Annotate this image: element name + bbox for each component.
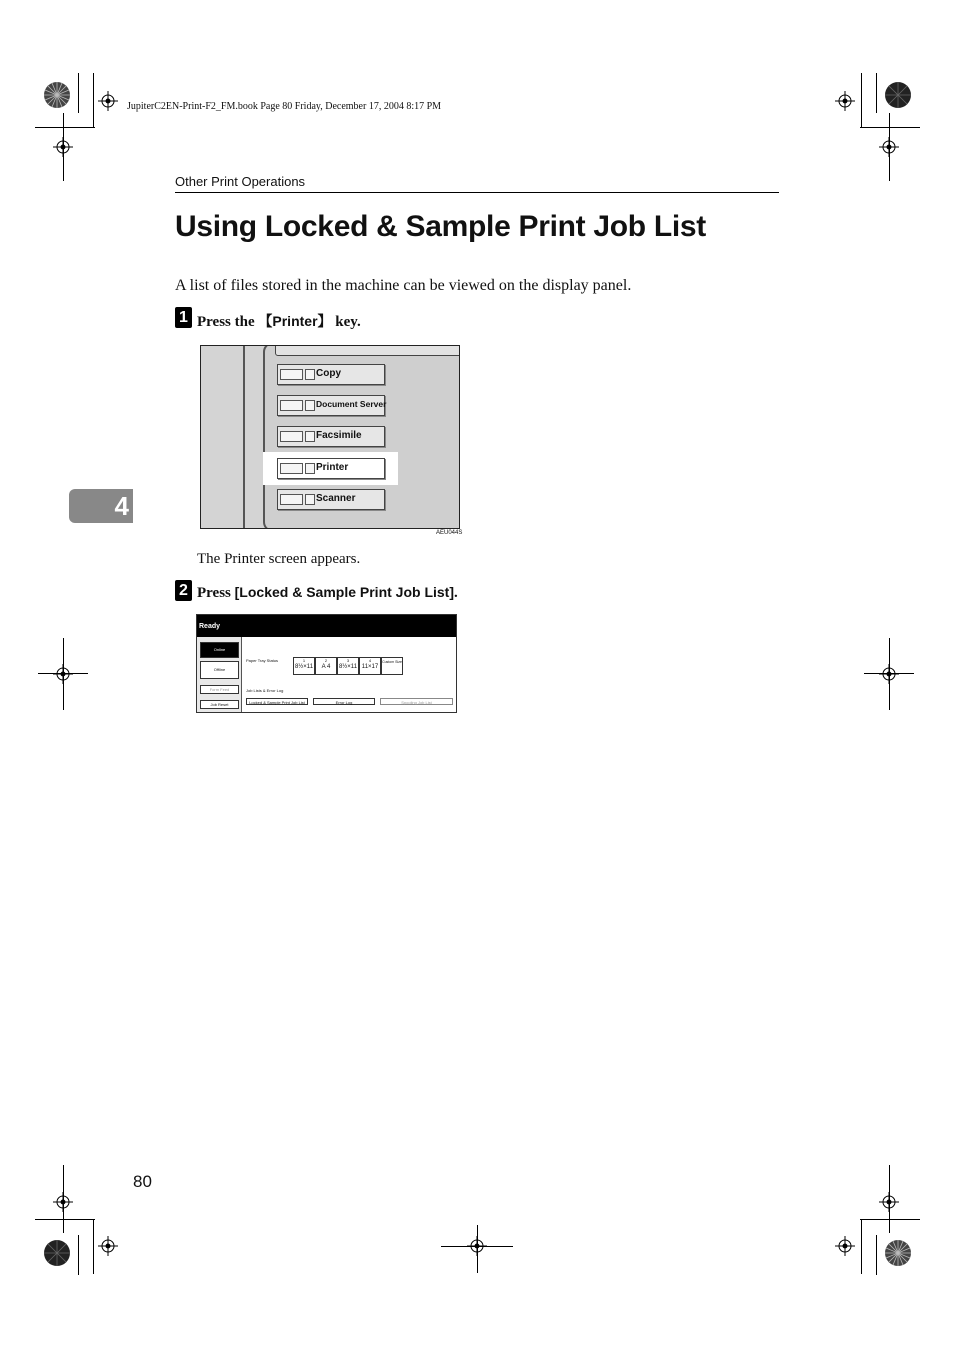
- registration-target-icon: [835, 1236, 855, 1256]
- registration-target-icon: [98, 1236, 118, 1256]
- button-name: [Locked & Sample Print Job List]: [234, 584, 455, 600]
- copy-key[interactable]: [277, 364, 385, 385]
- tray-status: [337, 657, 359, 675]
- tray-status: [315, 657, 337, 675]
- offline-button[interactable]: Offline: [200, 661, 239, 679]
- figure-code: AEU044S: [436, 530, 463, 536]
- tray-number: 3: [346, 658, 350, 663]
- section-label: Other Print Operations: [175, 174, 306, 189]
- key-label: Scanner: [316, 493, 356, 504]
- paper-tray-status-label: Paper Tray Status: [246, 658, 279, 663]
- key-label: Copy: [316, 368, 341, 379]
- tray-size: 8½×11: [338, 664, 358, 670]
- crop-mark: [93, 1219, 94, 1274]
- section-rule: [175, 192, 779, 193]
- crop-mark: [860, 1219, 920, 1220]
- registration-target-icon: [835, 91, 855, 111]
- key-indicator: [280, 369, 303, 380]
- registration-target-icon: [53, 137, 73, 157]
- panel-bezel: [243, 345, 245, 529]
- job-reset-button[interactable]: Job Reset: [200, 700, 239, 709]
- intro-paragraph: A list of files stored in the machine can be viewed on the display panel.: [175, 277, 632, 294]
- crop-mark: [876, 73, 877, 113]
- tray-status: [293, 657, 315, 675]
- job-lists-label: Job Lists & Error Log: [246, 688, 284, 693]
- color-starburst-icon: [883, 80, 913, 110]
- error-log-button[interactable]: Error Log: [313, 698, 375, 705]
- key-indicator: [280, 463, 303, 474]
- key-label: Facsimile: [316, 430, 362, 441]
- tray-size: Custom Size: [382, 660, 402, 664]
- printer-key[interactable]: [277, 458, 385, 479]
- key-label: Document Server: [316, 399, 387, 409]
- key-lamp: [305, 400, 315, 411]
- key-indicator: [280, 431, 303, 442]
- step-text: key.: [331, 314, 361, 330]
- crop-mark: [93, 73, 94, 128]
- key-indicator: [280, 494, 303, 505]
- spooling-job-list-button[interactable]: Spooling Job List: [380, 698, 453, 705]
- page-number: 80: [133, 1172, 152, 1191]
- registration-target-icon: [879, 1192, 899, 1212]
- tray-size: 11×17: [361, 664, 379, 670]
- step-text: .: [454, 585, 458, 601]
- registration-target-icon: [879, 137, 899, 157]
- tray-status: [359, 657, 381, 675]
- registration-target-icon: [467, 1236, 487, 1256]
- key-name: Printer: [272, 313, 318, 329]
- status-text: Ready: [199, 623, 221, 630]
- printer-screen-figure: [196, 614, 457, 713]
- tray-number: 4: [368, 658, 372, 663]
- step-text: Press: [197, 585, 235, 601]
- crop-mark: [860, 127, 920, 128]
- tray-number: 2: [324, 658, 328, 663]
- key-label: Printer: [316, 462, 349, 473]
- document-server-key[interactable]: [277, 395, 385, 416]
- step-instruction: [197, 584, 458, 602]
- key-bracket: 】: [317, 313, 332, 329]
- facsimile-key[interactable]: [277, 426, 385, 447]
- registration-target-icon: [53, 1192, 73, 1212]
- step-instruction: [197, 311, 361, 331]
- key-lamp: [305, 431, 315, 442]
- crop-mark: [876, 1235, 877, 1275]
- page-title: Using Locked & Sample Print Job List: [175, 210, 706, 243]
- crop-mark: [35, 127, 95, 128]
- key-bracket: 【: [258, 313, 273, 329]
- online-button[interactable]: Online: [200, 642, 239, 658]
- file-meta-header: JupiterC2EN-Print-F2_FM.book Page 80 Friday, December 17, 2004 8:17 PM: [127, 101, 442, 112]
- color-starburst-icon: [883, 1238, 913, 1268]
- registration-target-icon: [879, 664, 899, 684]
- color-starburst-icon: [42, 80, 72, 110]
- locked-sample-print-job-list-button[interactable]: Locked & Sample Print Job List: [246, 698, 308, 705]
- form-feed-button[interactable]: Form Feed: [200, 685, 239, 694]
- crop-mark: [861, 1219, 862, 1274]
- key-lamp: [305, 463, 315, 474]
- ready-bar: [197, 620, 457, 637]
- step-number: 2: [175, 580, 192, 601]
- crop-mark: [78, 1235, 79, 1275]
- key-lamp: [305, 369, 315, 380]
- tray-status: [381, 657, 403, 675]
- chapter-tab: 4: [69, 489, 133, 523]
- crop-mark: [35, 1219, 95, 1220]
- left-button-column: [197, 637, 242, 713]
- registration-target-icon: [98, 91, 118, 111]
- step-text: Press the: [197, 314, 259, 330]
- result-text: The Printer screen appears.: [197, 551, 361, 567]
- panel-top-bar: [275, 345, 460, 356]
- crop-mark: [78, 73, 79, 113]
- step-number: 1: [175, 307, 192, 328]
- tray-size: 8½×11: [294, 664, 314, 670]
- registration-target-icon: [53, 664, 73, 684]
- color-starburst-icon: [42, 1238, 72, 1268]
- key-indicator: [280, 400, 303, 411]
- crop-mark: [861, 73, 862, 128]
- tray-number: 1: [302, 658, 306, 663]
- control-panel-figure: [200, 345, 460, 529]
- tray-size: A 4: [321, 664, 331, 670]
- scanner-key[interactable]: [277, 489, 385, 510]
- key-lamp: [305, 494, 315, 505]
